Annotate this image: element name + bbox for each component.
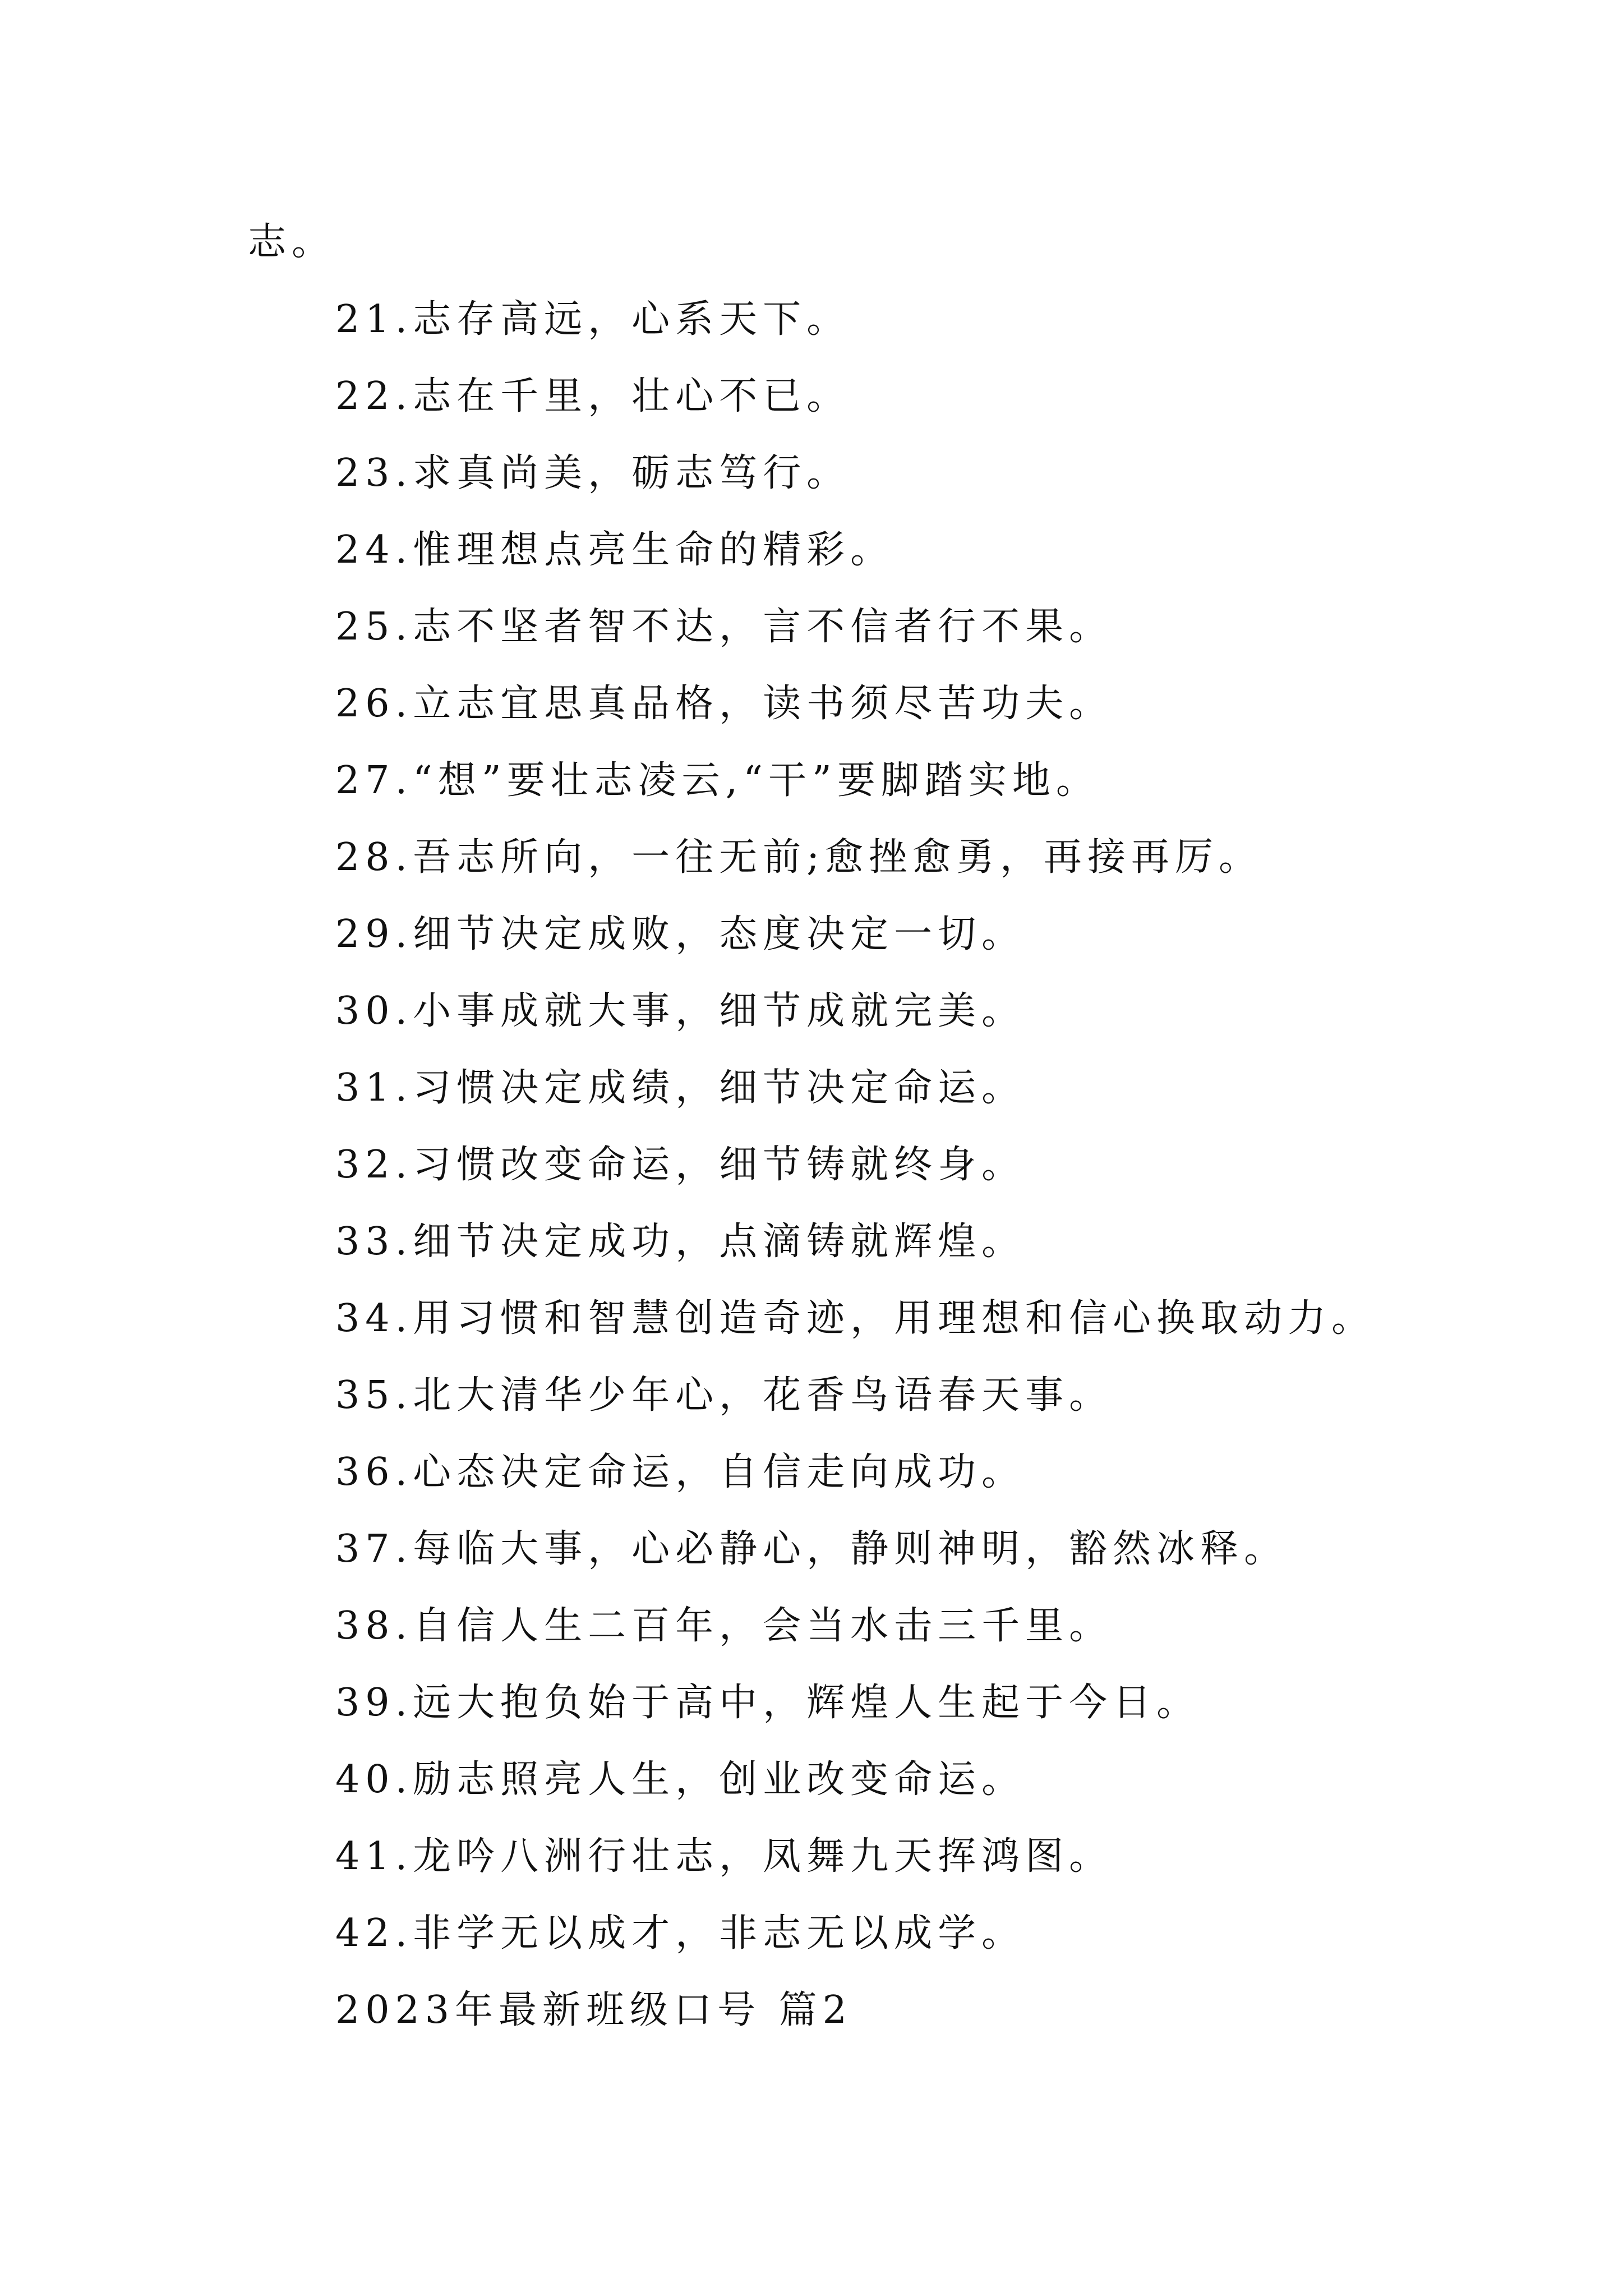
slogan-31: 31.习惯决定成绩，细节决定命运。 <box>335 1066 1026 1110</box>
slogan-39: 39.远大抱负始于高中，辉煌人生起于今日。 <box>335 1681 1201 1725</box>
slogan-25: 25.志不坚者智不达，言不信者行不果。 <box>335 605 1113 649</box>
slogan-36: 36.心态决定命运，自信走向成功。 <box>335 1450 1026 1494</box>
slogan-41: 41.龙吟八洲行壮志，凤舞九天挥鸿图。 <box>335 1834 1113 1879</box>
slogan-24: 24.惟理想点亮生命的精彩。 <box>335 528 895 572</box>
slogan-40: 40.励志照亮人生，创业改变命运。 <box>335 1757 1026 1802</box>
continuation-text: 志。 <box>248 220 336 264</box>
slogan-38: 38.自信人生二百年，会当水击三千里。 <box>335 1604 1113 1648</box>
slogan-23: 23.求真尚美，砺志笃行。 <box>335 451 851 495</box>
slogan-21: 21.志存高远，心系天下。 <box>335 297 851 342</box>
slogan-30: 30.小事成就大事，细节成就完美。 <box>335 989 1026 1033</box>
slogan-35: 35.北大清华少年心，花香鸟语春天事。 <box>335 1373 1113 1418</box>
slogan-29: 29.细节决定成败，态度决定一切。 <box>335 912 1026 956</box>
slogan-34: 34.用习惯和智慧创造奇迹，用理想和信心换取动力。 <box>335 1296 1376 1341</box>
slogan-22: 22.志在千里，壮心不已。 <box>335 374 851 418</box>
slogan-37: 37.每临大事，心必静心，静则神明，豁然冰释。 <box>335 1527 1288 1571</box>
slogan-33: 33.细节决定成功，点滴铸就辉煌。 <box>335 1220 1026 1264</box>
slogan-32: 32.习惯改变命运，细节铸就终身。 <box>335 1143 1026 1187</box>
slogan-27: 27.“想”要壮志凌云,“干”要脚踏实地。 <box>335 758 1100 803</box>
slogan-26: 26.立志宜思真品格，读书须尽苦功夫。 <box>335 682 1113 726</box>
slogan-42: 42.非学无以成才，非志无以成学。 <box>335 1911 1026 1955</box>
slogan-28: 28.吾志所向，一往无前;愈挫愈勇，再接再厉。 <box>335 835 1263 880</box>
section-heading: 2023年最新班级口号 篇2 <box>335 1988 852 2032</box>
